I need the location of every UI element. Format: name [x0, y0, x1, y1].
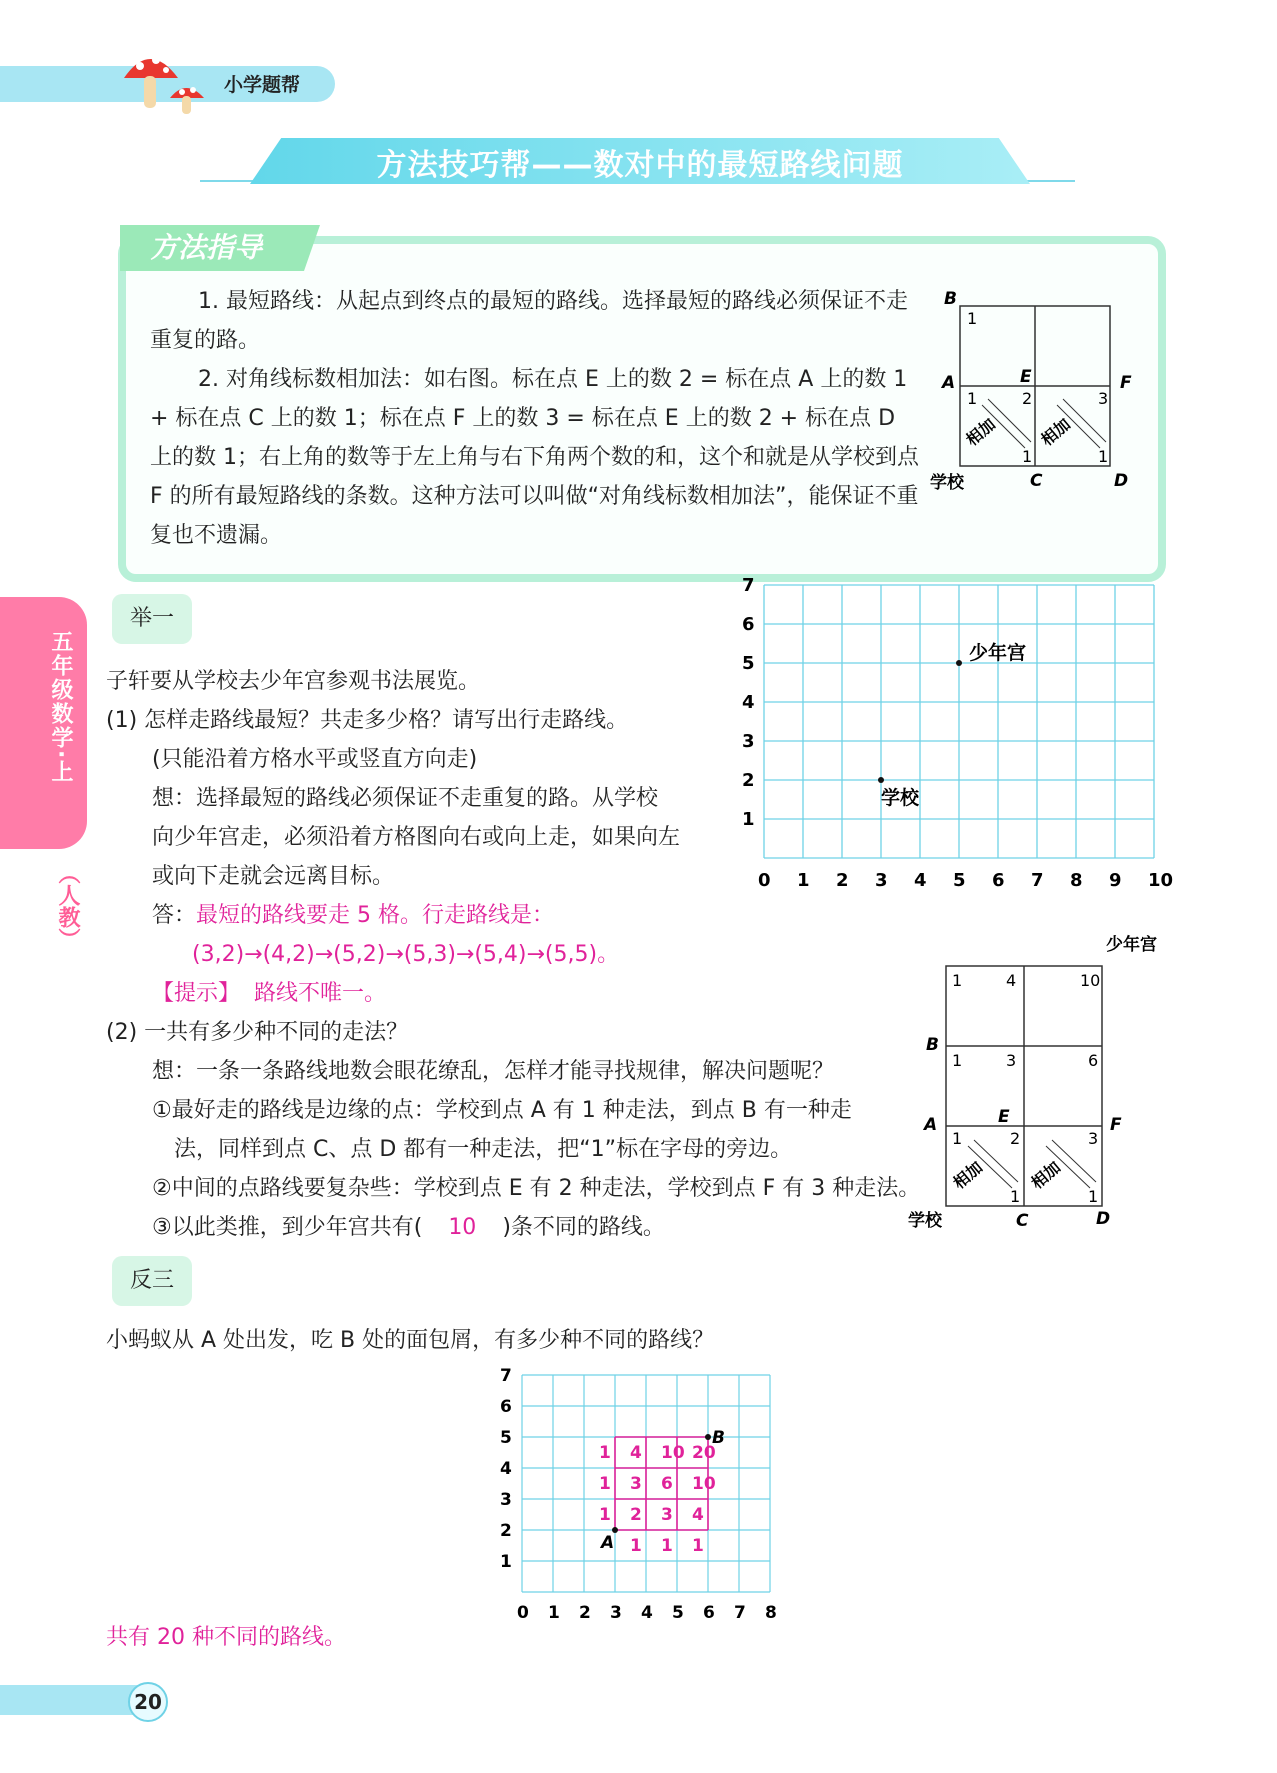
answer-label: 答：	[152, 903, 197, 928]
route-count: 1	[661, 1536, 673, 1556]
x-tick-label: 5	[672, 1603, 684, 1623]
think1-line1: 想：选择最短的路线必须保证不走重复的路。从学校	[152, 786, 659, 811]
point-marker	[705, 1434, 711, 1440]
num-r3-c3: 3	[1088, 1129, 1099, 1148]
label-d: D	[1096, 1209, 1111, 1229]
route-count: 1	[599, 1474, 611, 1494]
num-r1-c2: 4	[1006, 971, 1017, 990]
add-label-1: 相加	[949, 1157, 987, 1193]
num-e: 2	[1022, 389, 1033, 408]
label-f: F	[1110, 1115, 1122, 1135]
point-marker	[956, 660, 962, 666]
route-count: 10	[692, 1474, 716, 1494]
x-tick-label: 0	[517, 1603, 529, 1623]
step3-answer: 10	[448, 1215, 477, 1240]
method-tag-label: 方法指导	[150, 231, 263, 264]
y-tick-label: 7	[500, 1366, 512, 1386]
num-r2-c2: 3	[1006, 1051, 1017, 1070]
grid-1-points	[878, 641, 1026, 809]
num-r3-c1: 1	[952, 1129, 963, 1148]
point-label: 少年宫	[969, 642, 1027, 664]
label-c: C	[1016, 1211, 1029, 1231]
y-tick-label: 7	[742, 575, 755, 596]
y-tick-label: 3	[742, 731, 755, 752]
route-count: 3	[661, 1505, 673, 1525]
point-label: B	[712, 1428, 725, 1448]
x-tick-label: 6	[703, 1603, 715, 1623]
num-c: 1	[1022, 447, 1033, 466]
point-marker	[878, 777, 884, 783]
x-tick-label: 10	[1148, 870, 1174, 891]
method-diagram	[930, 290, 1150, 500]
y-tick-label: 1	[500, 1552, 512, 1572]
add-label-1: 相加	[962, 414, 1000, 450]
step3-prefix: ③以此类推，到少年宫共有(	[152, 1215, 423, 1240]
step2: ②中间的点路线要复杂些：学校到点 E 有 2 种走法，学校到点 F 有 3 种走法。	[152, 1176, 921, 1201]
x-tick-label: 2	[579, 1603, 591, 1623]
x-tick-label: 6	[992, 870, 1005, 891]
num-b: 1	[967, 309, 978, 328]
label-a: A	[924, 1115, 938, 1135]
num-a: 1	[967, 389, 978, 408]
practice-chip: 反三	[112, 1256, 192, 1306]
y-tick-label: 6	[742, 614, 755, 635]
x-tick-label: 7	[1031, 870, 1044, 891]
side-tab-edition: （人教）	[55, 862, 80, 950]
label-e: E	[998, 1107, 1010, 1127]
method-paragraph-2: 2. 对角线标数相加法：如右图。标在点 E 上的数 2 = 标在点 A 上的数 1 + 标在点 C 上的数 1；标在点 F 上的数 3 = 标在点 E 上的数 2 + 标在点 D 上的数 1；右上角的数等于左上角与右下角两个数的和，这个和就是从学校到点 F 的所有最短路线的条数。这种方法可以叫做“对角线标数相加法”，能保证不重复也不遗漏。	[150, 367, 919, 548]
route-count: 3	[630, 1474, 642, 1494]
num-r1-c3: 10	[1080, 971, 1101, 990]
hint-text: 路线不唯一。	[254, 981, 387, 1006]
route-count: 6	[661, 1474, 673, 1494]
example-q2: (2) 一共有多少种不同的走法？	[106, 1020, 409, 1045]
route-count: 4	[692, 1505, 704, 1525]
side-tab-label: 五年级数学·上	[48, 630, 73, 785]
x-tick-label: 1	[797, 870, 810, 891]
y-tick-label: 4	[500, 1459, 512, 1479]
page-title: 方法技巧帮——数对中的最短路线问题	[376, 148, 904, 183]
y-tick-label: 3	[500, 1490, 512, 1510]
num-r3-c2: 2	[1010, 1129, 1021, 1148]
x-tick-label: 7	[734, 1603, 746, 1623]
route-count: 1	[692, 1536, 704, 1556]
y-tick-label: 1	[742, 809, 755, 830]
num-r4-c2: 1	[1010, 1187, 1021, 1206]
x-tick-label: 8	[765, 1603, 777, 1623]
example-chip: 举一	[112, 594, 192, 644]
grid-1-lines	[764, 585, 1154, 858]
label-top: 少年宫	[1106, 935, 1157, 955]
num-r2-c1: 1	[952, 1051, 963, 1070]
point-label: A	[601, 1533, 615, 1553]
example-diagram	[900, 930, 1160, 1235]
label-e: E	[1020, 367, 1032, 387]
label-f: F	[1120, 373, 1132, 393]
think1-line3: 或向下走就会远离目标。	[152, 864, 395, 889]
grid-3	[490, 1356, 790, 1626]
route-count: 4	[630, 1443, 642, 1463]
example-intro: 子轩要从学校去少年宫参观书法展览。	[106, 669, 481, 694]
x-tick-label: 9	[1109, 870, 1122, 891]
route-count: 10	[661, 1443, 685, 1463]
num-r1-c1: 1	[952, 971, 963, 990]
num-d: 1	[1098, 447, 1109, 466]
x-tick-label: 8	[1070, 870, 1083, 891]
num-r4-c3: 1	[1088, 1187, 1099, 1206]
practice-answer: 共有 20 种不同的路线。	[106, 1625, 346, 1650]
y-tick-label: 2	[742, 770, 755, 791]
label-a: A	[942, 373, 956, 393]
answer-route: (3,2)→(4,2)→(5,2)→(5,3)→(5,4)→(5,5)。	[192, 942, 620, 967]
step1-line2: 法，同样到点 C、点 D 都有一种走法，把“1”标在字母的旁边。	[174, 1137, 793, 1162]
x-tick-label: 3	[875, 870, 888, 891]
grid-1	[738, 575, 1178, 896]
label-d: D	[1114, 471, 1129, 491]
x-tick-label: 2	[836, 870, 849, 891]
method-paragraph-1: 1. 最短路线：从起点到终点的最短的路线。选择最短的路线必须保证不走重复的路。	[150, 289, 908, 353]
mushroom-icon	[120, 46, 220, 116]
route-count: 2	[630, 1505, 642, 1525]
num-f: 3	[1098, 389, 1109, 408]
route-count: 20	[692, 1443, 716, 1463]
think1-line2: 向少年宫走，必须沿着方格图向右或向上走，如果向左	[152, 825, 681, 850]
step3-suffix: )条不同的路线。	[502, 1215, 665, 1240]
route-count: 1	[599, 1505, 611, 1525]
brand-name: 小学题帮	[224, 74, 301, 96]
point-label: 学校	[881, 787, 920, 809]
label-school: 学校	[930, 473, 964, 493]
page-number: 20	[128, 1682, 168, 1722]
route-count: 1	[630, 1536, 642, 1556]
think2: 想：一条一条路线地数会眼花缭乱，怎样才能寻找规律，解决问题呢？	[152, 1059, 835, 1084]
label-school: 学校	[908, 1211, 942, 1231]
route-count: 1	[599, 1443, 611, 1463]
y-tick-label: 2	[500, 1521, 512, 1541]
add-label-2: 相加	[1037, 414, 1075, 450]
grid-1-ticks	[742, 575, 1173, 891]
y-tick-label: 4	[742, 692, 755, 713]
label-b: B	[944, 289, 957, 309]
x-tick-label: 0	[758, 870, 771, 891]
example-q1-note: (只能沿着方格水平或竖直方向走)	[152, 747, 478, 772]
label-c: C	[1030, 471, 1043, 491]
x-tick-label: 5	[953, 870, 966, 891]
example-q1: (1) 怎样走路线最短？共走多少格？请写出行走路线。	[106, 708, 629, 733]
label-b: B	[926, 1035, 939, 1055]
x-tick-label: 1	[548, 1603, 560, 1623]
y-tick-label: 6	[500, 1397, 512, 1417]
x-tick-label: 4	[641, 1603, 653, 1623]
add-label-2: 相加	[1027, 1157, 1065, 1193]
hint-label: 【提示】	[152, 981, 241, 1006]
grid-3-ticks	[500, 1366, 777, 1623]
practice-question: 小蚂蚁从 A 处出发，吃 B 处的面包屑，有多少种不同的路线？	[106, 1328, 715, 1353]
step1-line1: ①最好走的路线是边缘的点：学校到点 A 有 1 种走法，到点 B 有一种走	[152, 1098, 852, 1123]
x-tick-label: 3	[610, 1603, 622, 1623]
x-tick-label: 4	[914, 870, 927, 891]
answer-1: 最短的路线要走 5 格。行走路线是：	[196, 903, 555, 928]
num-r2-c3: 6	[1088, 1051, 1099, 1070]
y-tick-label: 5	[742, 653, 755, 674]
grid-3-lines	[522, 1375, 770, 1592]
y-tick-label: 5	[500, 1428, 512, 1448]
